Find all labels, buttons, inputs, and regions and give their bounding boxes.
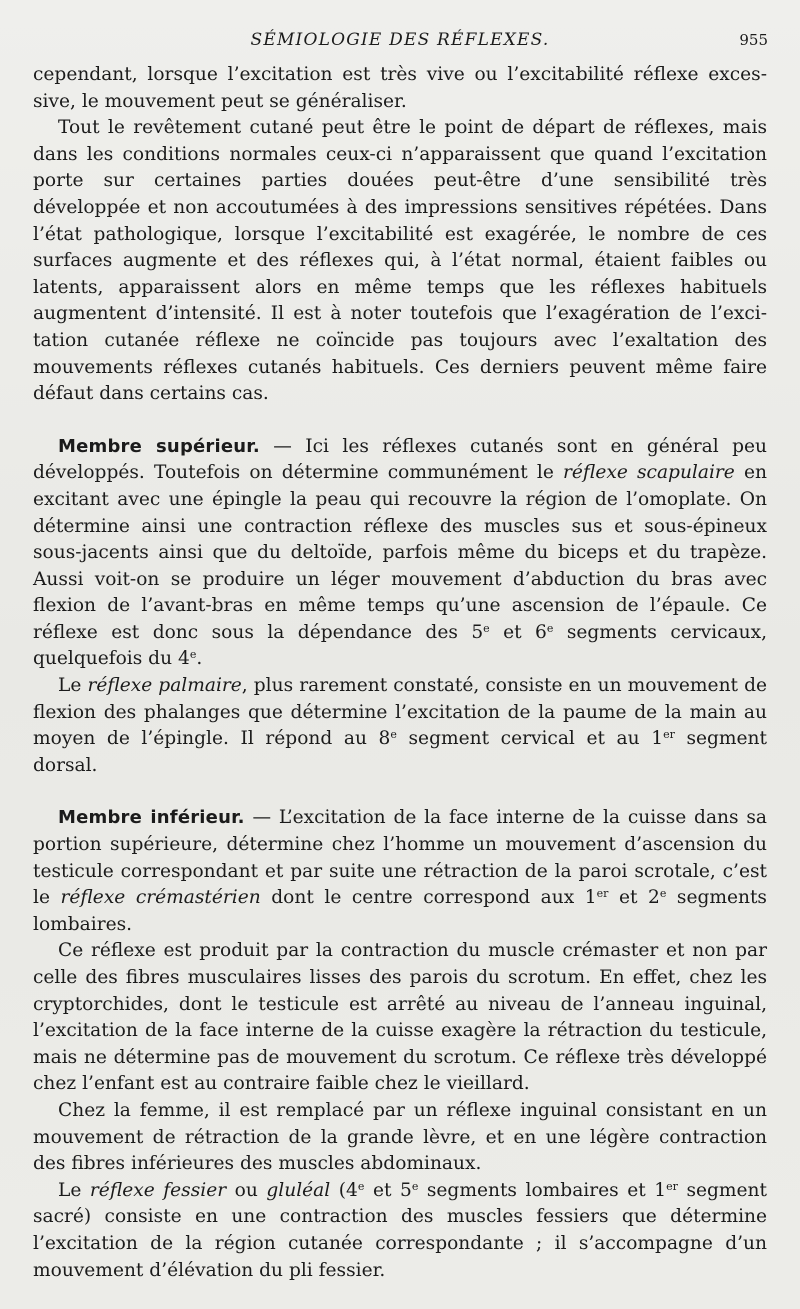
paragraph-upper-limb <box>33 434 767 673</box>
text-run: segment cervical et au 1 <box>396 728 664 750</box>
text-run: segments lombaires. <box>33 887 767 935</box>
text-run: et 6 <box>489 621 547 643</box>
text-run: . <box>196 648 203 670</box>
text-run: en excitant avec une épingle la peau qui recouvre la région de l’omoplate. On détermine ainsi une contraction réflexe des muscles sus et sous-épineux sous-jacents ainsi que du deltoïde, parfois même du biceps et du trapèze. Aussi voit-on se produire un léger mouvement d’abduction du bras avec flexion de l’avant-bras en même temps qu’une ascension de l’épaule. Ce réflexe est donc sous la dépendance des 5 <box>33 462 767 643</box>
text-run: Le <box>58 675 88 697</box>
term-gluteal-reflex: réflexe fessier <box>89 1179 227 1201</box>
term-palmar-reflex: réflexe palmaire <box>87 675 242 697</box>
term-cremasteric-reflex: réflexe crémastérien <box>60 887 261 909</box>
paragraph-cremaster-muscle: Ce réflexe est produit par la contraction du muscle crémaster et non par celle des fibres musculaires lisses des parois du scrotum. En effet, chez les cryptorchides, dont le testicule est arrêté au niveau de l’anneau inguinal, l’excitation de la face interne de la cuisse exagère la rétraction du testicule, mais ne détermine pas de mouvement du scrotum. Ce réflexe très développé chez l’enfant est au contraire faible chez le vieillard. <box>33 940 767 1095</box>
text-run: segments lombaires et 1 <box>418 1179 667 1201</box>
paragraph-palmar-reflex <box>33 673 767 779</box>
paragraph-inguinal-reflex: Chez la femme, il est remplacé par un réflexe inguinal consistant en un mouvement de rétraction de la grande lèvre, et en une légère contraction des fibres inférieures des muscles abdominaux. <box>33 1099 767 1175</box>
text-run: , plus rarement constaté, consiste en un mouvement de flexion des phalanges que détermine l’excitation de la paume de la main au moyen de l’épingle. Il répond au 8 <box>33 675 767 750</box>
paragraph-continuation: cependant, lorsque l’excitation est très vive ou l’excitabilité réflexe excessive, le mouvement peut se généraliser. <box>33 64 767 112</box>
superscript: er <box>596 887 609 901</box>
page-number: 955 <box>739 31 768 49</box>
text-run: — Ici les réflexes cutanés sont en général peu développés. Toutefois on détermine communément le <box>33 435 767 484</box>
text-run: dont le centre correspond aux 1 <box>260 887 597 909</box>
paragraph-cutaneous-surface: Tout le revêtement cutané peut être le point de départ de réflexes, mais dans les conditions normales ceux-ci n’apparaissent que quand l’excitation porte sur certaines parties douées peut-être d’une sensibilité très développée et non accoutumées à des impressions sensitives répétées. Dans l’état pathologique, lorsque l’excitabilité est exagérée, le nombre de ces surfaces augmente et des réflexes qui, à l’état normal, étaient faibles ou latents, apparaissent alors en même temps que les réflexes habituels augmentent d’intensité. Il est à noter toutefois que l’exagération de l’excitation cutanée réflexe ne coïncide pas toujours avec l’exaltation des mouvements réflexes cutanés habituels. Ces derniers peuvent même faire défaut dans certains cas. <box>33 117 767 405</box>
superscript: e <box>357 1179 365 1193</box>
superscript: e <box>483 621 490 635</box>
superscript: er <box>663 728 675 742</box>
superscript: e <box>390 728 397 742</box>
running-header <box>32 30 768 54</box>
term-scapular-reflex: réflexe scapulaire <box>563 462 735 484</box>
text-run: et 2 <box>608 887 660 909</box>
paragraph-lower-limb <box>33 805 767 938</box>
text-run: ou <box>226 1179 267 1201</box>
text-run: segment sacré) consiste en une contraction des muscles fessiers que détermine l’excitation de la région cutanée correspondante ; il s’accompagne d’un mouvement d’élévation du pli fessier. <box>33 1179 767 1281</box>
superscript: e <box>546 621 554 635</box>
text-run: segment dorsal. <box>33 728 767 776</box>
text-run: (4 <box>330 1179 358 1201</box>
superscript: e <box>189 648 197 662</box>
running-title: SÉMIOLOGIE DES RÉFLEXES. <box>250 30 550 50</box>
text-run: segments cervicaux, quelquefois du 4 <box>33 621 767 670</box>
text-run: et 5 <box>364 1179 412 1201</box>
text-run: Le <box>58 1179 90 1201</box>
term-gluteal-reflex-alt: gluléal <box>266 1179 331 1201</box>
section-heading-upper-limb: Membre supérieur. <box>58 435 260 457</box>
superscript: e <box>659 887 667 901</box>
superscript: e <box>411 1179 419 1193</box>
text-run: — L’excitation de la face interne de la cuisse dans sa portion supérieure, détermine chez l’homme un mouvement d’ascension du testicule correspondant et par suite une rétraction de la paroi scrotale, c’est le <box>33 807 767 909</box>
body-text <box>33 62 767 1284</box>
superscript: er <box>666 1179 678 1193</box>
section-heading-lower-limb: Membre inférieur. <box>58 807 245 829</box>
paragraph-gluteal-reflex <box>33 1178 767 1284</box>
